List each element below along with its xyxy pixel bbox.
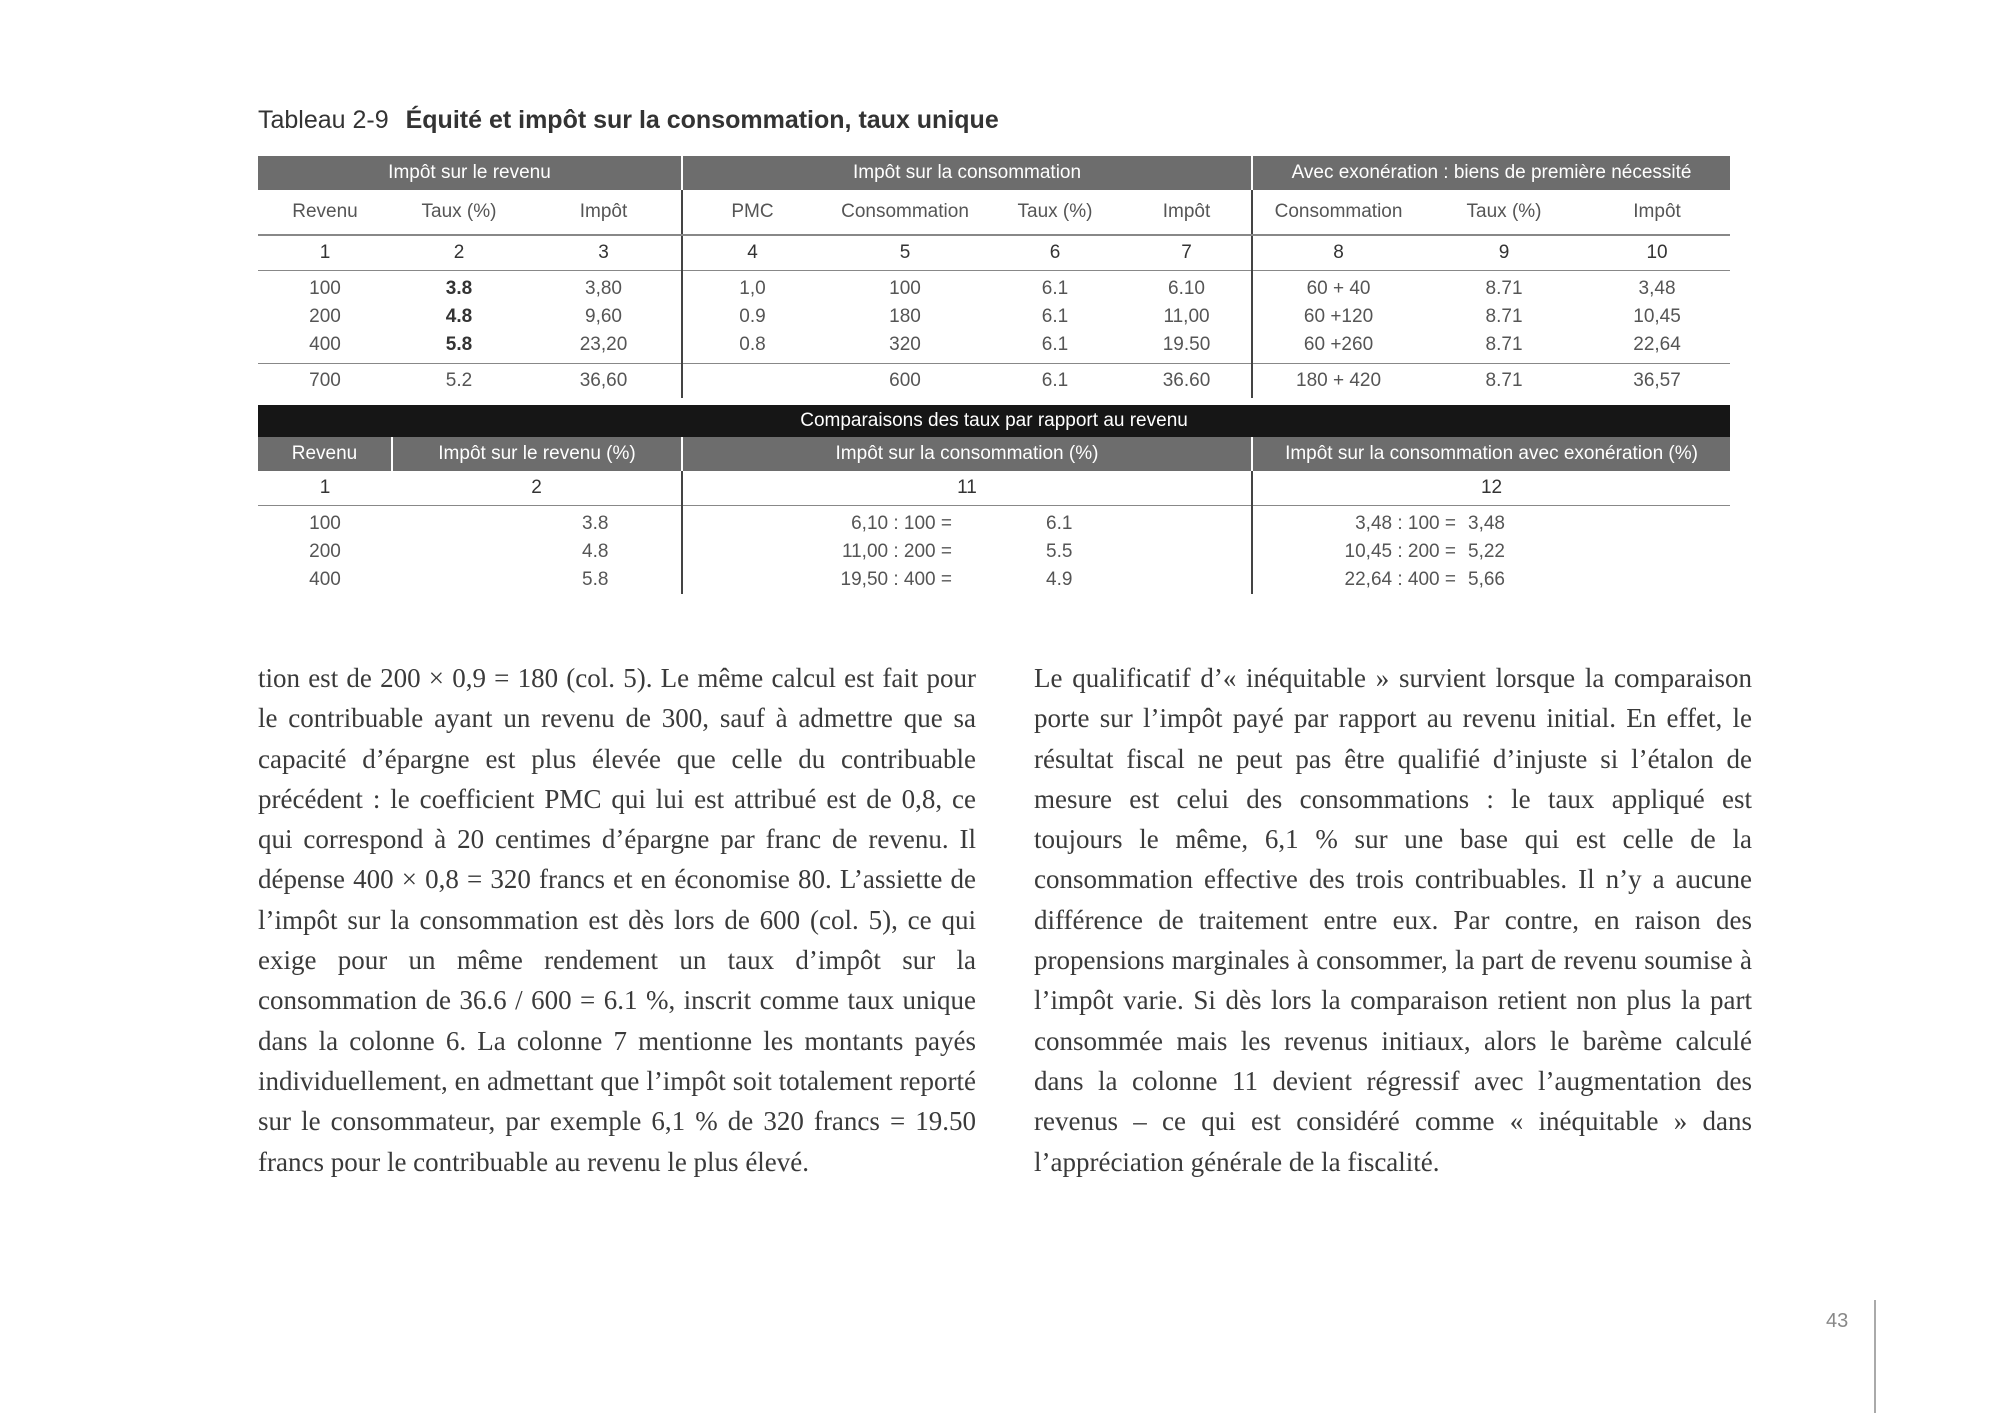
- subheader-cell: PMC: [682, 190, 822, 235]
- total-cell: 600: [889, 370, 921, 391]
- table-cell: 6.1: [966, 506, 1252, 539]
- table-cell: 200: [309, 306, 341, 327]
- subheader-cell: Impôt: [526, 190, 682, 235]
- table-cell: 5,22: [1468, 541, 1505, 562]
- table-cell: 100: [309, 278, 341, 299]
- total-cell: 36.60: [1122, 364, 1252, 399]
- total-cell: 8.71: [1485, 370, 1523, 391]
- group-consumption-tax: Impôt sur la consommation: [682, 156, 1252, 190]
- subheader-cell: Impôt: [1122, 190, 1252, 235]
- subheader-cell: Consommation: [822, 190, 988, 235]
- subheader-cell: Consommation: [1252, 190, 1424, 235]
- table-cell: 5.8: [392, 566, 682, 594]
- total-cell: [682, 364, 822, 399]
- table-cell: 4.8: [392, 538, 682, 566]
- table-cell: 11,00: [1122, 303, 1252, 331]
- table-cell: 8.71: [1424, 331, 1584, 364]
- comparison-header-revenu: Revenu: [258, 437, 392, 471]
- column-number-row: [258, 235, 1730, 271]
- comparison-band-row: [258, 405, 1730, 437]
- column-number: 1: [258, 471, 392, 506]
- table-cell: 4.8: [445, 306, 473, 327]
- column-number: 8: [1252, 235, 1424, 271]
- table-cell: 10,45 : 200 =: [1344, 541, 1456, 562]
- table-cell: 3,48: [1468, 513, 1505, 534]
- total-cell: 36,57: [1633, 370, 1681, 391]
- comparison-header-income-tax: Impôt sur le revenu (%): [392, 437, 682, 471]
- table-cell: 1,0: [739, 278, 766, 299]
- group-header-row: [258, 156, 1730, 190]
- comparison-header-row: [258, 437, 1730, 471]
- table-row: [258, 271, 1730, 304]
- table-cell: 4.9: [966, 566, 1252, 594]
- subheader-cell: Taux (%): [1424, 190, 1584, 235]
- table-cell: 100: [309, 513, 341, 534]
- table-cell: 60 + 40: [1306, 278, 1371, 299]
- table-cell: 5,66: [1468, 569, 1505, 590]
- table-cell: 6.10: [1122, 271, 1252, 304]
- table-cell: 6.1: [988, 331, 1122, 364]
- table-cell: 3,80: [526, 271, 682, 304]
- total-cell: 180 + 420: [1296, 370, 1382, 391]
- table-cell: 400: [309, 569, 341, 590]
- column-number: 7: [1122, 235, 1252, 271]
- table-title: Équité et impôt sur la consommation, taux unique: [405, 106, 999, 134]
- subheader-cell: Revenu: [258, 190, 392, 235]
- group-income-tax: Impôt sur le revenu: [258, 156, 682, 190]
- table-cell: 5.5: [966, 538, 1252, 566]
- total-cell: 36,60: [526, 364, 682, 399]
- table-cell: 3.8: [392, 506, 682, 539]
- comparison-table: [258, 405, 1730, 594]
- column-number: 11: [682, 471, 1252, 506]
- table-cell: 8.71: [1485, 278, 1523, 299]
- comparison-band-title: Comparaisons des taux par rapport au revenu: [258, 405, 1730, 437]
- body-column-left: [258, 658, 976, 1182]
- page-number: 43: [1826, 1310, 1849, 1332]
- table-cell: 60 +120: [1303, 306, 1374, 327]
- column-number: 10: [1584, 235, 1730, 271]
- subheader-cell: Taux (%): [988, 190, 1122, 235]
- tax-table: [258, 156, 1730, 398]
- table-cell: 10,45: [1633, 306, 1681, 327]
- table-number: Tableau 2-9: [258, 106, 389, 134]
- subheader-row: [258, 190, 1730, 235]
- table-cell: 0.9: [739, 306, 766, 327]
- comparison-header-consumption: Impôt sur la consommation (%): [682, 437, 1252, 471]
- table-cell: 8.71: [1485, 306, 1523, 327]
- body-paragraph: tion est de 200 × 0,9 = 180 (col. 5). Le même calcul est fait pour le contribuable ayant un revenu de 300, sauf à admettre que sa capacité d’épargne est plus élevée que celle du contribuable précédent : le coefficient PMC qui lui est attribué est de 0,8, ce qui correspond à 20 centimes d’épargne par franc de revenu. Il dépense 400 × 0,8 = 320 francs et en économise 80. L’assiette de l’impôt sur la consommation est dès lors de 600 (col. 5), ce qui exige pour un même rendement un taux d’impôt sur la consommation de 36.6 / 600 = 6.1 %, inscrit comme taux unique dans la colonne 6. La colonne 7 mentionne les montants payés individuellement, en admettant que l’impôt soit totalement reporté sur le consommateur, par exemple 6,1 % de 320 francs = 19.50 francs pour le contribuable au revenu le plus élevé.: [258, 663, 976, 1177]
- table-cell: 9,60: [526, 303, 682, 331]
- table-row: [258, 538, 1730, 566]
- table-caption: [258, 106, 999, 135]
- subheader-cell: Taux (%): [392, 190, 526, 235]
- body-paragraph: Le qualificatif d’« inéquitable » survient lorsque la comparaison porte sur l’impôt payé par rapport au revenu initial. En effet, le résultat fiscal ne peut pas être qualifié d’injuste si l’étalon de mesure est celui des consommations : le taux appliqué est toujours le même, 6,1 % sur une base qui est celle de la consommation effective des trois contribuables. Il n’y a aucune différence de traitement entre eux. Par contre, en raison des propensions marginales à consommer, la part de revenu soumise à l’impôt varie. Si dès lors la comparaison retient non plus la part consommée mais les revenus initiaux, alors le barème calculé dans la colonne 11 devient régressif avec l’augmentation des revenus – ce qui est considéré comme « inéquitable » dans l’appréciation générale de la fiscalité.: [1034, 663, 1752, 1177]
- column-number: 4: [682, 235, 822, 271]
- total-cell: 700: [309, 370, 341, 391]
- table-cell: 0.8: [682, 331, 822, 364]
- subheader-cell: Impôt: [1584, 190, 1730, 235]
- table-cell: 6.1: [1041, 306, 1069, 327]
- table-cell: 180: [889, 306, 921, 327]
- table-row: [258, 331, 1730, 364]
- table-cell: 100: [889, 278, 921, 299]
- table-cell: 23,20: [526, 331, 682, 364]
- table-cell: 6.1: [1041, 278, 1069, 299]
- table-cell: 60 +260: [1252, 331, 1424, 364]
- column-number: 6: [988, 235, 1122, 271]
- total-row: [258, 364, 1730, 399]
- column-number: 2: [392, 471, 682, 506]
- table-cell: 19,50 : 400 =: [840, 569, 952, 590]
- total-cell: 6.1: [1041, 370, 1069, 391]
- table-cell: 22,64: [1584, 331, 1730, 364]
- table-row: [258, 566, 1730, 594]
- table-cell: 6,10 : 100 =: [851, 513, 952, 534]
- table-cell: 400: [258, 331, 392, 364]
- table-cell: 19.50: [1122, 331, 1252, 364]
- total-cell: 5.2: [445, 370, 473, 391]
- column-number: 3: [526, 235, 682, 271]
- margin-rule: [1874, 1300, 1876, 1413]
- table-cell: 3,48: [1638, 278, 1676, 299]
- table-row: [258, 303, 1730, 331]
- table-cell: 320: [822, 331, 988, 364]
- table-cell: 11,00 : 200 =: [841, 541, 952, 562]
- table-cell: 3.8: [445, 278, 473, 299]
- table-cell: 3,48 : 100 =: [1355, 513, 1456, 534]
- column-number: 1: [258, 235, 392, 271]
- column-number: 2: [392, 235, 526, 271]
- comparison-header-exemption: Impôt sur la consommation avec exonération (%): [1252, 437, 1730, 471]
- body-column-right: [1034, 658, 1752, 1182]
- table-row: [258, 506, 1730, 539]
- column-number: 5: [822, 235, 988, 271]
- table-cell: 5.8: [392, 331, 526, 364]
- comparison-column-number-row: [258, 471, 1730, 506]
- column-number: 12: [1252, 471, 1730, 506]
- column-number: 9: [1424, 235, 1584, 271]
- group-exemption: Avec exonération : biens de première nécessité: [1252, 156, 1730, 190]
- table-cell: 200: [309, 541, 341, 562]
- table-cell: 22,64 : 400 =: [1344, 569, 1456, 590]
